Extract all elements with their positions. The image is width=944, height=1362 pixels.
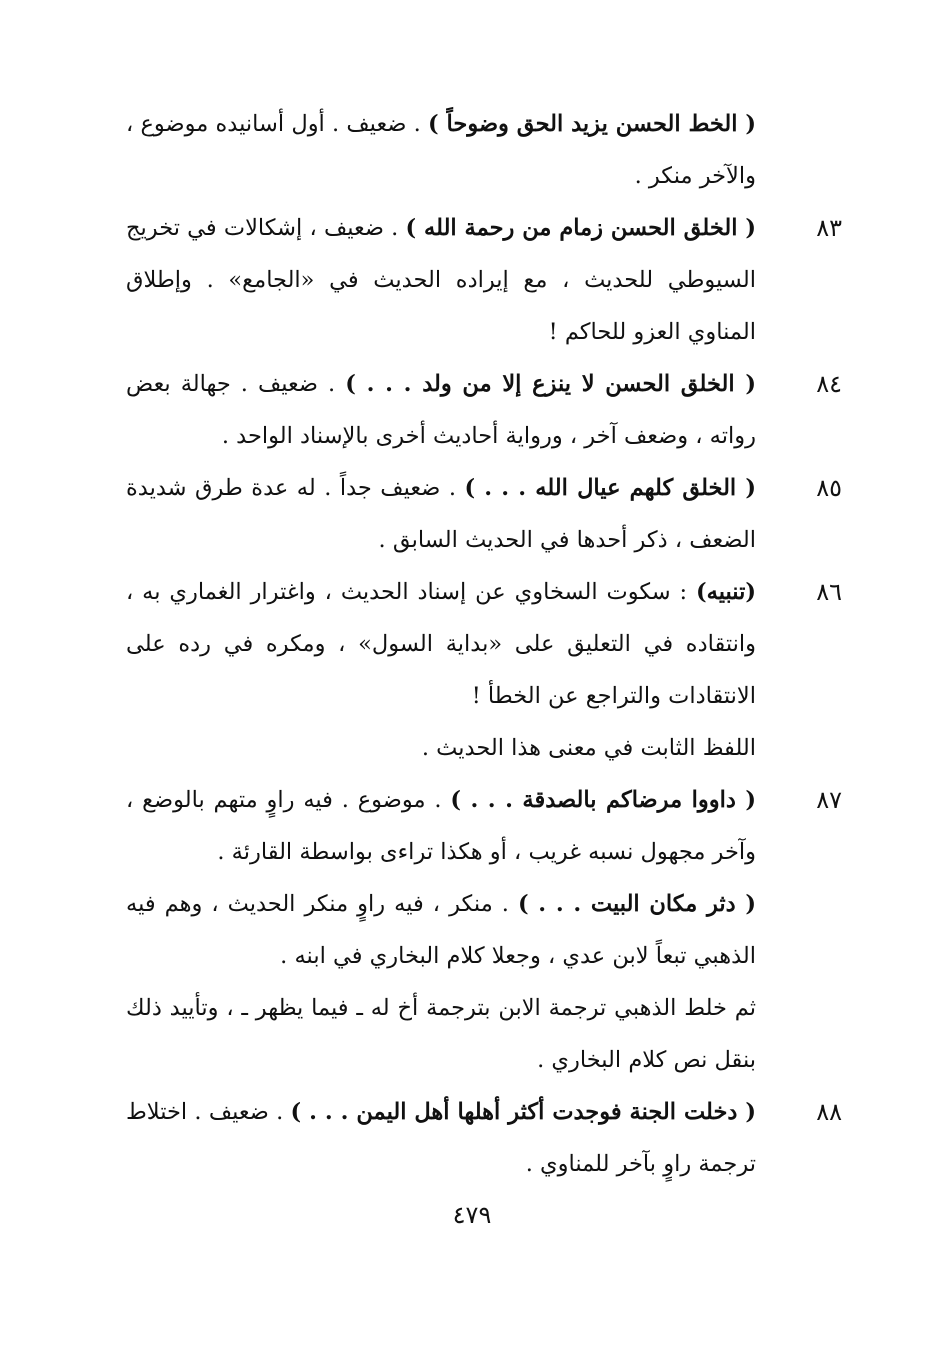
entry-number: ٨٤ xyxy=(816,370,842,398)
entry-body xyxy=(126,1086,756,1190)
hadith-title: ( دخلت الجنة فوجدت أكثر أهلها أهل اليمن . . . ) xyxy=(290,1099,756,1125)
entry-paragraph xyxy=(126,1086,756,1190)
entry-paragraph xyxy=(126,462,756,566)
hadith-title: ( الخلق الحسن زمام من رحمة الله ) xyxy=(405,215,756,241)
hadith-commentary: . ضعيف . اختلاط ترجمة راوٍ بآخر للمناوي . xyxy=(126,1099,756,1177)
hadith-commentary: . ضعيف ، إشكالات في تخريج السيوطي للحديث ، مع إيراده الحديث في «الجامع» . وإطلاق المناوي العزو للحاكم ! xyxy=(126,215,756,345)
entry-number: ٨٧ xyxy=(816,786,842,814)
entry-paragraph xyxy=(126,878,756,982)
hadith-commentary: . ضعيف . جهالة بعض رواته ، وضعف آخر ، ورواية أحاديث أخرى بالإسناد الواحد . xyxy=(126,371,756,449)
entry-number: ٨٥ xyxy=(816,474,842,502)
page-content xyxy=(112,98,852,1278)
entry-paragraph xyxy=(126,566,756,722)
entry-number: ٨٨ xyxy=(816,1098,842,1126)
hadith-commentary: : سكوت السخاوي عن إسناد الحديث ، واغترار الغماري به ، وانتقاده في التعليق على «بداية السول» ، ومكره في رده على الانتقادات والتراجع عن الخطأ ! xyxy=(126,579,756,709)
entry-body xyxy=(126,566,756,774)
entry-body xyxy=(126,98,756,202)
entry xyxy=(112,358,852,462)
entry xyxy=(112,202,852,358)
hadith-commentary: ثم خلط الذهبي ترجمة الابن بترجمة أخ له ـ فيما يظهر ـ ، وتأييد ذلك بنقل نص كلام البخاري . xyxy=(126,995,756,1073)
page-number: ٤٧٩ xyxy=(452,1201,492,1229)
entry-paragraph xyxy=(126,98,756,202)
hadith-commentary: . ضعيف . أول أسانيده موضوع ، والآخر منكر . xyxy=(126,111,756,189)
entry xyxy=(112,98,852,202)
entry-body xyxy=(126,774,756,1086)
entry-paragraph xyxy=(126,774,756,878)
hadith-commentary: . منكر ، فيه راوٍ منكر الحديث ، وهم فيه الذهبي تبعاً لابن عدي ، وجعلا كلام البخاري في ابنه . xyxy=(126,891,756,969)
entry xyxy=(112,462,852,566)
entry-paragraph xyxy=(126,722,756,774)
entry-body xyxy=(126,462,756,566)
entry xyxy=(112,566,852,774)
hadith-commentary: . ضعيف جداً . له عدة طرق شديدة الضعف ، ذكر أحدها في الحديث السابق . xyxy=(126,475,756,553)
hadith-commentary: اللفظ الثابت في معنى هذا الحديث . xyxy=(421,735,756,761)
entry-number: ٨٦ xyxy=(816,578,842,606)
entry-paragraph xyxy=(126,202,756,358)
hadith-commentary: . موضوع . فيه راوٍ متهم بالوضع ، وآخر مجهول نسبه غريب ، أو هكذا تراءى بواسطة القارئة . xyxy=(126,787,756,865)
hadith-title: ( الخلق الحسن لا ينزع إلا من ولد . . . ) xyxy=(345,371,756,397)
hadith-title: ( دثر مكان البيت . . . ) xyxy=(517,891,756,917)
entry-paragraph xyxy=(126,358,756,462)
note-label: (تنبيه) xyxy=(696,579,756,605)
entry-number: ٨٣ xyxy=(816,214,842,242)
entry-body xyxy=(126,202,756,358)
hadith-title: ( الخط الحسن يزيد الحق وضوحاً ) xyxy=(428,111,756,137)
hadith-title: ( الخلق كلهم عيال الله . . . ) xyxy=(464,475,756,501)
entry-body xyxy=(126,358,756,462)
entry xyxy=(112,774,852,1086)
entry xyxy=(112,1086,852,1190)
entry-paragraph xyxy=(126,982,756,1086)
hadith-title: ( داووا مرضاكم بالصدقة . . . ) xyxy=(450,787,756,813)
